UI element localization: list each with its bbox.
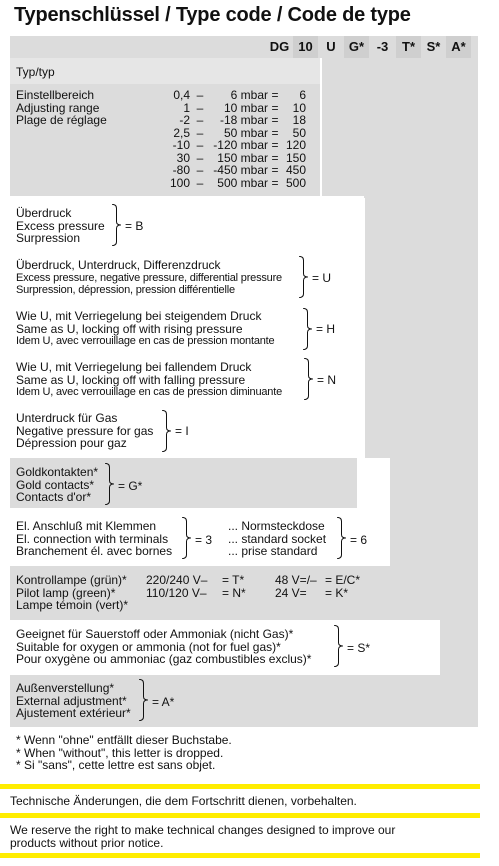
h-en: Same as U, locking off with rising pressure <box>16 321 243 336</box>
gold-result: = G* <box>118 479 143 493</box>
lamp-v2-row2: 24 V= <box>275 585 307 600</box>
range-eq: = <box>271 100 279 115</box>
i-en: Negative pressure for gas <box>16 423 154 438</box>
code-a: A* <box>446 36 471 58</box>
u-result: = U <box>312 271 332 285</box>
range-to: 150 mbar <box>217 150 268 165</box>
range-dash: – <box>196 88 204 102</box>
range-row <box>160 139 306 152</box>
range-code: 6 <box>299 88 306 102</box>
overpressure-de: Überdruck <box>16 206 72 220</box>
lamp-c2-row2: = K* <box>325 585 349 600</box>
typ-label: Typ/typ <box>16 65 55 79</box>
range-code: 500 <box>285 175 306 190</box>
range-from: -10 <box>172 138 190 152</box>
overpressure-en: Excess pressure <box>16 218 105 233</box>
range-eq: = <box>271 125 279 140</box>
h-de: Wie U, mit Verriegelung bei steigendem Druck <box>16 309 262 323</box>
n-en: Same as U, locking off with falling pressure <box>16 372 246 387</box>
terminal-fr: Branchement él. avec bornes <box>16 544 173 558</box>
range-from: 1 <box>183 100 190 115</box>
yellow-rule <box>0 813 480 818</box>
adjust-de: Außenverstellung* <box>16 681 115 695</box>
footnote-en: * When "without", this letter is dropped. <box>16 745 224 760</box>
range-to: 10 mbar <box>223 100 268 115</box>
range-to: -18 mbar <box>219 113 268 127</box>
code-dg: DG <box>269 39 290 54</box>
n-fr: Idem U, avec verrouillage en cas de pression diminuante <box>16 386 282 398</box>
footnote-de: * Wenn "ohne" entfällt dieser Buchstabe. <box>16 733 232 747</box>
terminal-de: El. Anschluß mit Klemmen <box>16 519 157 533</box>
gold-de: Goldkontakten* <box>16 465 99 479</box>
notice-en-line2: products without prior notice. <box>10 836 164 850</box>
brace-icon <box>138 679 149 721</box>
range-from: 2,5 <box>173 125 190 140</box>
brace-icon <box>104 463 115 505</box>
oxygen-fr: Pour oxygène ou ammoniac (gaz combustibles exclus)* <box>16 652 312 666</box>
code-10: 10 <box>293 36 318 58</box>
oxygen-result: = S* <box>347 641 371 655</box>
range-label-de: Einstellbereich <box>16 88 95 102</box>
u-en: Excess pressure, negative pressure, differential pressure <box>16 271 282 284</box>
i-fr: Dépression pour gaz <box>16 436 127 450</box>
notice-en-line1: We reserve the right to make technical changes designed to improve our <box>10 823 396 837</box>
range-to: 50 mbar <box>223 125 268 140</box>
adjust-result: = A* <box>152 695 175 709</box>
range-code: 50 <box>292 125 306 140</box>
u-de: Überdruck, Unterdruck, Differenzdruck <box>16 258 221 272</box>
lamp-c1-row2: = N* <box>222 585 246 600</box>
range-to: 6 mbar <box>230 88 268 102</box>
range-label-en: Adjusting range <box>16 100 100 115</box>
oxygen-de: Geeignet für Sauerstoff oder Ammoniak (nicht Gas)* <box>16 627 294 641</box>
range-code: 18 <box>292 113 306 127</box>
adjust-fr: Ajustement extérieur* <box>16 706 131 720</box>
range-to: -120 mbar <box>213 138 268 152</box>
i-de: Unterdruck für Gas <box>16 411 118 425</box>
brace-icon <box>302 308 313 350</box>
range-dash: – <box>196 113 204 127</box>
range-from: 0,4 <box>173 88 190 102</box>
socket-de: ... Normsteckdose <box>228 519 325 533</box>
band-col-2 <box>322 58 365 198</box>
brace-icon <box>161 410 172 452</box>
yellow-rule <box>0 784 480 789</box>
range-eq: = <box>271 113 279 127</box>
range-row <box>160 164 306 177</box>
range-code: 150 <box>285 150 306 165</box>
n-result: = N <box>317 373 337 387</box>
lamp-fr: Lampe témoin (vert)* <box>16 598 129 612</box>
range-from: -2 <box>179 113 190 127</box>
code-g: G* <box>344 36 369 58</box>
range-eq: = <box>271 163 279 177</box>
code-s: S* <box>426 39 441 54</box>
lamp-c1-row1: = T* <box>222 573 245 587</box>
brace-icon <box>111 204 122 246</box>
band-col-3 <box>365 58 478 458</box>
range-from: -80 <box>172 163 190 177</box>
range-to: 500 mbar <box>217 175 268 190</box>
overpressure-fr: Surpression <box>16 231 81 245</box>
range-dash: – <box>196 138 204 152</box>
h-fr: Idem U, avec verrouillage en cas de pression montante <box>16 335 275 347</box>
brace-icon <box>298 256 309 298</box>
adjust-en: External adjustment* <box>16 693 127 708</box>
range-from: 30 <box>176 150 190 165</box>
socket-fr: ... prise standard <box>228 544 318 558</box>
lamp-v2-row1: 48 V=/– <box>275 573 317 587</box>
u-fr: Surpression, dépression, pression différentielle <box>16 284 235 296</box>
lamp-v1-row2: 110/120 V– <box>146 585 207 600</box>
lamp-en: Pilot lamp (green)* <box>16 585 116 600</box>
code-t: T* <box>396 36 421 58</box>
range-dash: – <box>196 150 204 165</box>
range-eq: = <box>271 88 279 102</box>
range-table <box>160 89 306 189</box>
page-title: Typenschlüssel / Type code / Code de type <box>14 4 411 26</box>
range-to: -450 mbar <box>213 163 268 177</box>
band-typ <box>10 58 320 84</box>
range-from: 100 <box>169 175 190 190</box>
footnote-fr: * Si "sans", cette lettre est sans objet. <box>16 758 216 772</box>
terminal-en: El. connection with terminals <box>16 531 169 546</box>
band-col-5 <box>440 620 478 675</box>
code-3: -3 <box>376 39 389 54</box>
yellow-rule <box>0 853 480 858</box>
range-row <box>160 114 306 127</box>
lamp-c2-row1: = E/C* <box>325 573 361 587</box>
range-row <box>160 177 306 190</box>
range-row <box>160 89 306 102</box>
range-code: 10 <box>292 100 306 115</box>
range-dash: – <box>196 100 204 115</box>
i-result: = I <box>175 424 189 438</box>
n-de: Wie U, mit Verriegelung bei fallendem Druck <box>16 360 252 374</box>
brace-icon <box>333 625 344 667</box>
brace-icon <box>336 517 347 559</box>
band-col-4 <box>390 458 478 566</box>
gold-en: Gold contacts* <box>16 477 95 492</box>
h-result: = H <box>316 322 336 336</box>
range-code: 120 <box>285 138 306 152</box>
notice-de: Technische Änderungen, die dem Fortschritt dienen, vorbehalten. <box>10 794 357 808</box>
socket-result: = 6 <box>350 533 368 547</box>
oxygen-en: Suitable for oxygen or ammonia (not for fuel gas)* <box>16 639 281 654</box>
brace-icon <box>303 358 314 400</box>
lamp-de: Kontrollampe (grün)* <box>16 573 127 587</box>
range-label-fr: Plage de réglage <box>16 113 107 127</box>
brace-icon <box>181 517 192 559</box>
code-u: U <box>326 39 336 54</box>
lamp-v1-row1: 220/240 V– <box>146 573 208 587</box>
range-eq: = <box>271 175 279 190</box>
gold-fr: Contacts d'or* <box>16 490 91 504</box>
socket-en: ... standard socket <box>228 531 327 546</box>
terminal-result: = 3 <box>195 533 213 547</box>
range-eq: = <box>271 150 279 165</box>
range-dash: – <box>196 175 204 190</box>
range-dash: – <box>196 163 204 177</box>
range-dash: – <box>196 125 204 140</box>
overpressure-result: = B <box>125 219 144 233</box>
range-eq: = <box>271 138 279 152</box>
range-code: 450 <box>285 163 306 177</box>
